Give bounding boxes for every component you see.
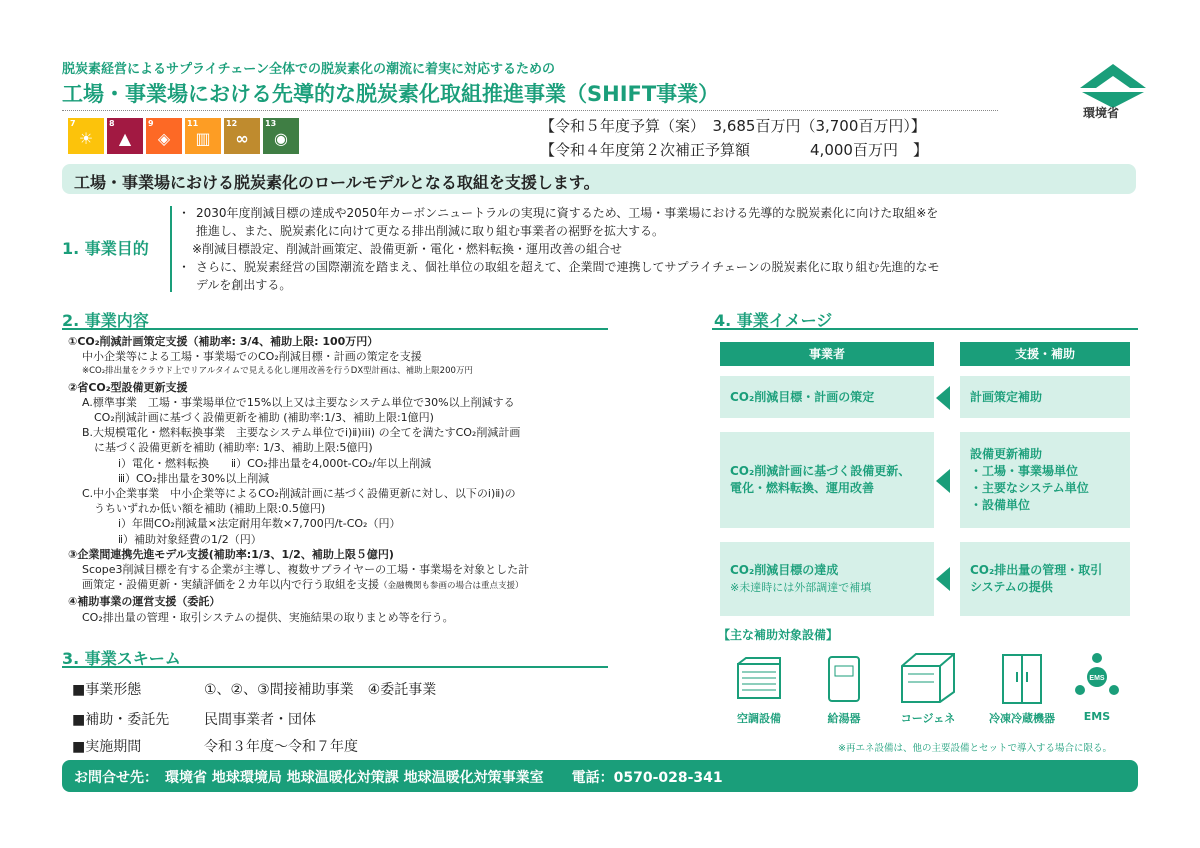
content-line: に基づく設備更新を補助 (補助率: 1/3、補助上限:5億円) bbox=[94, 441, 373, 455]
image-heading: 4. 事業イメージ bbox=[714, 311, 833, 330]
content-body bbox=[68, 334, 648, 625]
sdg-7-icon: 7 ☀ bbox=[68, 118, 104, 154]
content-line: ⅲ）CO₂排出量を30%以上削減 bbox=[118, 471, 270, 485]
footnote: ※再エネ設備は、他の主要設備とセットで導入する場合に限る。 bbox=[838, 743, 1112, 754]
content-line: Scope3削減目標を有する企業が主導し、複数サプライヤーの工場・事業場を対象とした計 bbox=[82, 563, 530, 577]
sdgs-icons bbox=[68, 118, 302, 154]
ems-icon bbox=[1072, 652, 1122, 702]
purpose-bullet-2b: デルを創出する。 bbox=[196, 278, 292, 292]
scheme-label-1: ■事業形態 bbox=[72, 682, 142, 698]
purpose-bullet-1a: 2030年度削減目標の達成や2050年カーボンニュートラルの実現に資するため、工場・事業場における先導的な脱炭素化に向けた取組※を bbox=[196, 206, 939, 220]
content-note: （金融機関も参画の場合は重点支援） bbox=[379, 581, 524, 592]
purpose-note: ※削減目標設定、削減計画策定、設備更新・電化・燃料転換・運用改善の組合せ bbox=[192, 242, 623, 256]
content-line: ④補助事業の運営支援（委託） bbox=[68, 595, 221, 609]
purpose-heading: 1. 事業目的 bbox=[62, 239, 149, 258]
contact-text: お問合せ先： 環境省 地球環境局 地球温暖化対策課 地球温暖化対策事業室 電話：0570-028-341 bbox=[74, 770, 723, 786]
budget-line-1: 【令和５年度予算（案） 3,685百万円（3,700百万円）】 bbox=[540, 117, 926, 135]
scheme-value-1: ①、②、③間接補助事業 ④委託事業 bbox=[204, 682, 437, 698]
arrow-left-icon bbox=[936, 469, 950, 493]
content-line: CO₂削減計画に基づく設備更新を補助 (補助率:1/3、補助上限:1億円) bbox=[94, 411, 434, 425]
content-heading: 2. 事業内容 bbox=[62, 311, 149, 330]
arrow-left-icon bbox=[936, 567, 950, 591]
budget-line-2: 【令和４年度第２次補正予算額 4,000百万円 】 bbox=[540, 141, 928, 159]
page-title: 工場・事業場における先導的な脱炭素化取組推進事業（SHIFT事業） bbox=[62, 82, 720, 106]
equipment-label: EMS bbox=[1083, 710, 1111, 723]
scheme-label-2: ■補助・委託先 bbox=[72, 712, 170, 728]
scheme-value-3: 令和３年度～令和７年度 bbox=[204, 739, 358, 755]
image-heading-underline bbox=[712, 328, 1138, 330]
arrow-left-icon bbox=[936, 386, 950, 410]
column-header-operator: 事業者 bbox=[720, 342, 934, 366]
column-header-support: 支援・補助 bbox=[960, 342, 1130, 366]
content-line: ①CO₂削減計画策定支援（補助率: 3/4、補助上限: 100万円） bbox=[68, 335, 379, 348]
sdg-9-icon: 9 ◈ bbox=[146, 118, 182, 154]
content-line: ③企業間連携先進モデル支援(補助率:1/3、1/2、補助上限５億円) bbox=[68, 547, 394, 561]
content-line: B.大規模電化・燃料転換事業 主要なシステム単位でi)ⅱ)iii) の全てを満たすCO₂削減計画 bbox=[82, 426, 521, 440]
equipment-label: 冷凍冷蔵機器 bbox=[989, 712, 1055, 725]
purpose-bullet-2a: さらに、脱炭素経営の国際潮流を踏まえ、個社単位の取組を超えて、企業間で連携してサプライチェーンの脱炭素化に取り組む先進的なモ bbox=[196, 260, 940, 274]
purpose-text: ・ 2030年度削減目標の達成や2050年カーボンニュートラルの実現に資するため、工場・事業場における先導的な脱炭素化に向けた取組※を 推進し、また、脱炭素化に向けて更なる排出削減に取り組む事業者の裾野を拡大する。 ※削減目標設定、削減計画策定、設備更新・電化・燃料転換・運用改善の組合せ ・ さらに、脱炭素経営の国際潮流を踏まえ、個社単位の取組を超えて、企業間で連携してサプライチェーンの脱炭素化に取り組む先進的なモ デルを創出する。 bbox=[178, 204, 1078, 294]
content-heading-underline bbox=[62, 328, 608, 330]
sdg-8-icon: 8 ▲ bbox=[107, 118, 143, 154]
sdg-11-icon: 11 ▥ bbox=[185, 118, 221, 154]
scheme-value-2: 民間事業者・団体 bbox=[204, 712, 316, 728]
content-line: ⅰ）年間CO₂削減量×法定耐用年数×7,700円/t-CO₂（円） bbox=[118, 517, 401, 531]
scheme-heading-underline bbox=[62, 666, 608, 668]
air-conditioner-icon bbox=[734, 654, 784, 704]
content-line: 画策定・設備更新・実績評価を２カ年以内で行う取組を支援（金融機関も参画の場合は重点支援） bbox=[82, 578, 524, 592]
divider bbox=[62, 110, 998, 111]
cogeneration-icon bbox=[898, 648, 958, 704]
content-line: うちいずれか低い額を補助 (補助上限:0.5億円) bbox=[94, 502, 326, 516]
content-line: CO₂排出量の管理・取引システムの提供、実施結果の取りまとめ等を行う。 bbox=[82, 610, 454, 624]
content-line: ※CO₂排出量をクラウド上でリアルタイムで見える化し運用改善を行うDX型計画は、補助上限200万円 bbox=[82, 366, 473, 377]
scheme-heading: 3. 事業スキーム bbox=[62, 649, 181, 668]
content-line: ②省CO₂型設備更新支援 bbox=[68, 380, 188, 394]
equipment-label: 給湯器 bbox=[827, 712, 861, 725]
banner-text: 工場・事業場における脱炭素化のロールモデルとなる取組を支援します。 bbox=[74, 173, 600, 192]
content-line: ⅱ）補助対象経費の1/2（円） bbox=[118, 532, 262, 546]
content-line: 中小企業等による工場・事業場でのCO₂削減目標・計画の策定を支援 bbox=[82, 350, 422, 364]
purpose-divider bbox=[170, 206, 172, 292]
content-line: A.標準事業 工場・事業場単位で15%以上又は主要なシステム単位で30%以上削減する bbox=[82, 395, 515, 409]
support-step-1: 計画策定補助 bbox=[960, 376, 1130, 418]
ems-badge-label: EMS bbox=[1089, 675, 1105, 682]
support-step-2: 設備更新補助 ・工場・事業場単位 ・主要なシステム単位 ・設備単位 bbox=[960, 432, 1130, 528]
operator-step-2: CO₂削減計画に基づく設備更新、 電化・燃料転換、運用改善 bbox=[720, 432, 934, 528]
equipment-title: 【主な補助対象設備】 bbox=[718, 628, 839, 642]
subtitle: 脱炭素経営によるサプライチェーン全体での脱炭素化の潮流に着実に対応するための bbox=[62, 62, 555, 77]
support-step-3: CO₂排出量の管理・取引 システムの提供 bbox=[960, 542, 1130, 616]
operator-step-1: CO₂削減目標・計画の策定 bbox=[720, 376, 934, 418]
water-heater-icon bbox=[826, 654, 862, 704]
sdg-12-icon: 12 ∞ bbox=[224, 118, 260, 154]
equipment-label: 空調設備 bbox=[737, 712, 781, 725]
content-line: C.中小企業事業 中小企業等によるCO₂削減計画に基づく設備更新に対し、以下のi)ⅱ)の bbox=[82, 487, 516, 501]
purpose-bullet-1b: 推進し、また、脱炭素化に向けて更なる排出削減に取り組む事業者の裾野を拡大する。 bbox=[196, 224, 665, 238]
budget bbox=[540, 114, 928, 162]
scheme-label-3: ■実施期間 bbox=[72, 739, 142, 755]
operator-step-3: CO₂削減目標の達成 ※未達時には外部調達で補填 bbox=[720, 542, 934, 616]
ministry-name: 環境省 bbox=[1083, 106, 1120, 120]
equipment-label: コージェネ bbox=[900, 712, 956, 725]
sdg-13-icon: 13 ◉ bbox=[263, 118, 299, 154]
refrigeration-icon bbox=[1000, 652, 1044, 706]
content-line: ⅰ）電化・燃料転換 ⅱ）CO₂排出量を4,000t-CO₂/年以上削減 bbox=[118, 456, 432, 470]
